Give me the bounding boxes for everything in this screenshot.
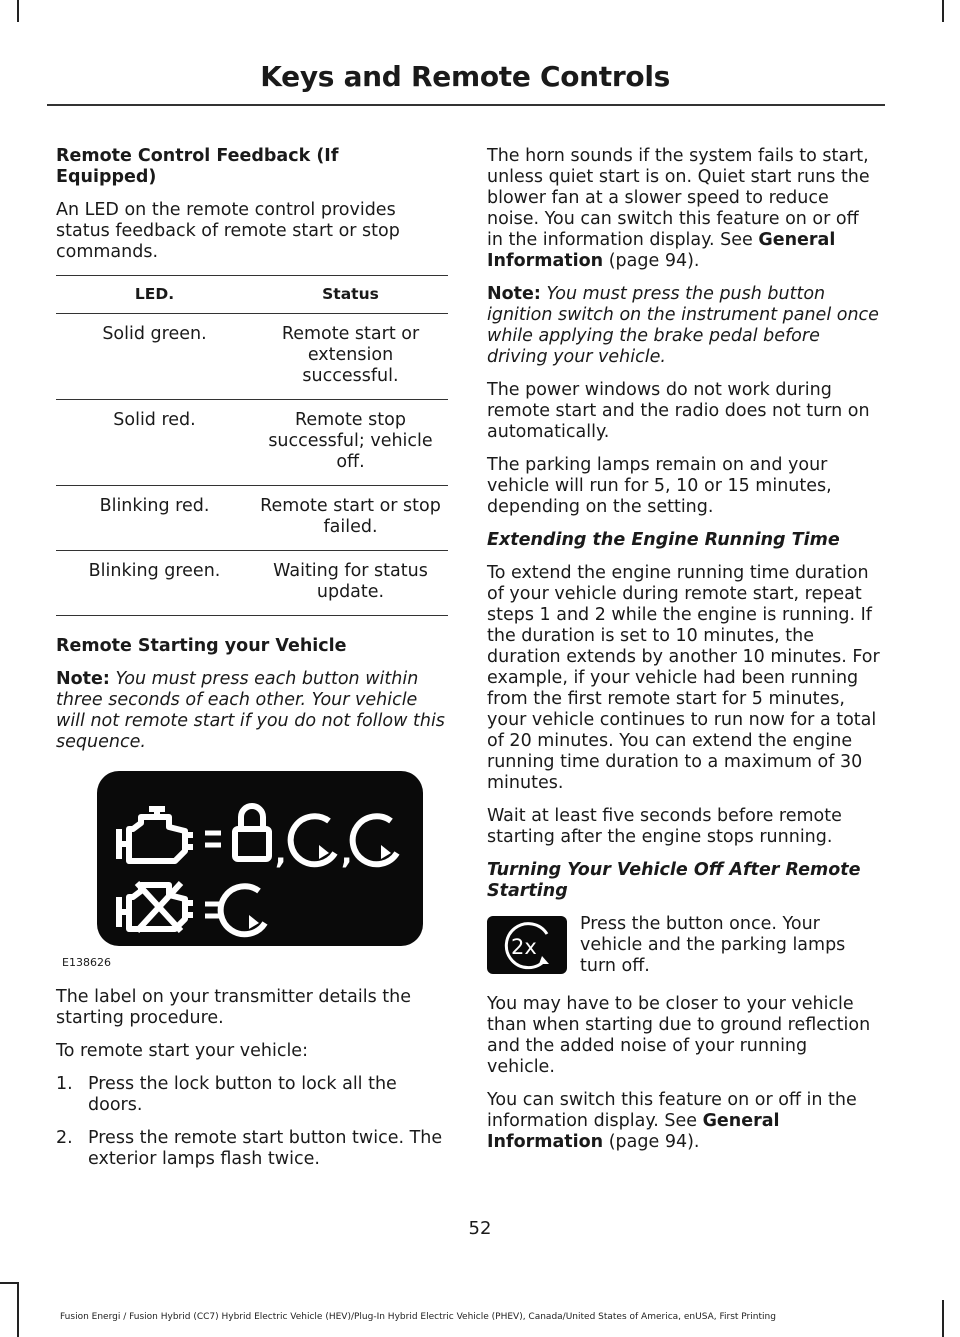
engine-icon [119,809,193,861]
right-column [487,146,880,1165]
left-column [56,146,448,1182]
wait-text: Wait at least five seconds before remote starting after the engine stops running. [487,806,842,847]
steps-list [56,1074,448,1170]
list-item [56,1074,448,1116]
to-start-text: To remote start your vehicle: [56,1041,308,1061]
footer-text: Fusion Energi / Fusion Hybrid (CC7) Hybrid Electric Vehicle (HEV)/Plug-In Hybrid Electric Vehicle (PHEV), Canada/United States of America, enUSA, First Printing [60,1312,776,1322]
crop-mark-top-left [17,0,19,22]
step-text: Press the remote start button twice. The exterior lamps flash twice. [88,1128,443,1169]
page-title: Keys and Remote Controls [260,60,670,93]
starting-note [56,669,448,753]
table-cell-led: Solid green. [56,314,253,400]
table-row [56,551,448,616]
extending-text: To extend the engine running time duration of your vehicle during remote start, repeat steps 1 and 2 while the engine is running. If the duration is set to 10 minutes, the duration extends by another 10 minutes. For example, if your vehicle had been running from the first remote start for 5 minutes, your vehicle continues to run now for a total of 20 minutes. You can extend the engine running time duration to a maximum of 30 minutes. [487,563,880,793]
table-header-status: Status [253,276,448,314]
label-text: The label on your transmitter details the starting procedure. [56,987,411,1028]
table-cell-led: Blinking green. [56,551,253,616]
general-information-link[interactable]: General Information [487,1111,780,1152]
step-number: 1. [56,1074,73,1094]
engine-off-icon [119,883,193,931]
table-cell-status: Remote start or stop failed. [253,486,448,551]
page-reference: (page 94). [608,1132,700,1152]
table-cell-status: Remote start or extension successful. [253,314,448,400]
arrow-head-icon [319,845,329,859]
table-header-led: LED. [56,276,253,314]
arrow-head-icon [249,915,259,929]
general-information-link[interactable]: General Information [487,230,836,271]
header-divider [47,104,885,106]
feedback-text: An LED on the remote control provides status feedback of remote start or stop commands. [56,200,400,262]
table-row [56,400,448,486]
remote-start-label-figure [97,771,423,946]
closer-text: You may have to be closer to your vehicle than when starting due to ground reflection and the added noise of your running vehicle. [487,994,871,1077]
press-once-text: Press the button once. Your vehicle and the parking lamps turn off. [580,914,846,976]
note-label: Note: [56,669,110,689]
crop-mark-bottom-left [17,1282,19,1337]
crop-mark-bottom-right [942,1300,944,1337]
remote-start-sequence-illustration [97,771,423,946]
page-reference: (page 94). [608,251,700,271]
table-cell-led: Solid red. [56,400,253,486]
table-row [56,486,448,551]
remote-start-icon [291,816,335,864]
crop-mark-bottom-left-h [0,1282,17,1284]
switch-text: You can switch this feature on or off in the information display. See [487,1090,857,1131]
remote-start-icon [221,886,265,934]
turning-off-heading: Turning Your Vehicle Off After Remote Starting [487,860,861,901]
equals-icon [205,833,221,845]
note-label: Note: [487,284,541,304]
led-status-table [56,275,448,616]
horn-paragraph [487,146,880,272]
table-cell-status: Remote stop successful; vehicle off. [253,400,448,486]
press-once-row [487,914,880,984]
parking-text: The parking lamps remain on and your vehicle will run for 5, 10 or 15 minutes, depending on the setting. [487,455,832,517]
figure-code: E138626 [62,956,111,969]
table-cell-status: Waiting for status update. [253,551,448,616]
switch-paragraph [487,1090,880,1153]
feedback-heading: Remote Control Feedback (If Equipped) [56,146,339,187]
comma-glyph: , [341,836,353,871]
windows-text: The power windows do not work during remote start and the radio does not turn on automatically. [487,380,870,442]
note-text: You must press each button within three seconds of each other. Your vehicle will not remote start if you do not follow this sequence. [56,669,445,752]
ignition-note [487,284,880,368]
step-text: Press the lock button to lock all the doors. [88,1074,397,1115]
arrow-head-icon [381,845,391,859]
crop-mark-top-right [942,0,944,22]
starting-heading: Remote Starting your Vehicle [56,636,347,656]
remote-start-2x-icon [487,916,567,974]
lock-icon [235,806,269,859]
list-item [56,1128,448,1170]
button-label: 2x [511,935,537,959]
remote-start-icon [353,816,397,864]
note-text: You must press the push button ignition switch on the instrument panel once while applying the brake pedal before driving your vehicle. [487,284,879,367]
table-cell-led: Blinking red. [56,486,253,551]
page-number: 52 [468,1218,492,1239]
horn-text: The horn sounds if the system fails to start, unless quiet start is on. Quiet start runs the blower fan at a slower speed to reduce noise. You can switch this feature on or off in the information display. See [487,146,870,250]
extending-heading: Extending the Engine Running Time [487,530,840,550]
table-row [56,314,448,400]
step-number: 2. [56,1128,73,1148]
table-header-row [56,276,448,314]
comma-glyph: , [275,836,287,871]
